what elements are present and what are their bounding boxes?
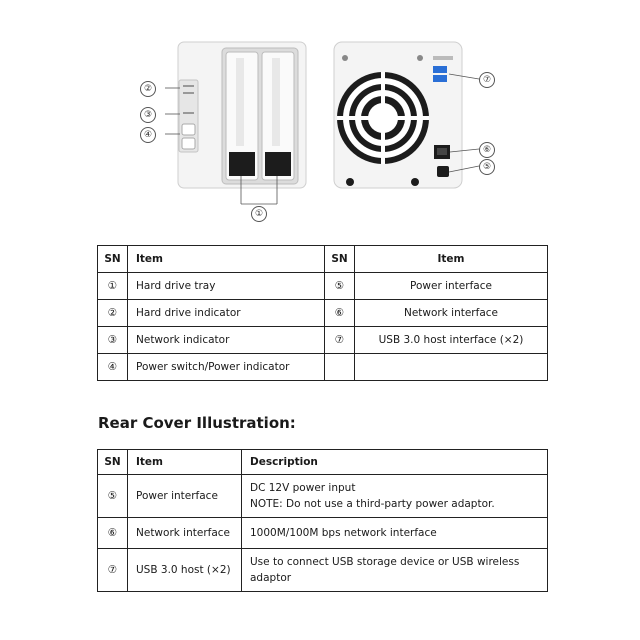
power-port [437,166,449,177]
header-item: Item [355,246,548,273]
callout-4: ④ [140,127,156,143]
section-title: Rear Cover Illustration: [98,414,296,432]
item-cell: Power interface [128,475,242,518]
table-row [98,549,548,592]
item-cell: Hard drive indicator [128,300,325,327]
usb-port-1 [433,66,447,73]
table-row [98,273,548,300]
description-note: NOTE: Do not use a third-party power adaptor. [250,498,495,510]
product-figure [0,0,640,235]
header-sn: SN [98,246,128,273]
item-cell: Network indicator [128,327,325,354]
sn-cell: ④ [98,354,128,381]
item-cell: Power switch/Power indicator [128,354,325,381]
sn-cell: ⑦ [98,549,128,592]
description-cell [242,549,548,592]
item-cell: Network interface [128,518,242,549]
table-row [98,327,548,354]
callout-6: ⑥ [479,142,495,158]
power-switch [182,124,195,135]
header-item: Item [128,246,325,273]
table-row [98,300,548,327]
table-header-row [98,246,548,273]
header-sn: SN [325,246,355,273]
sn-cell: ① [98,273,128,300]
nas-illustration [0,0,640,235]
callout-7: ⑦ [479,72,495,88]
rear-cover-table [97,449,548,592]
tray-handle-left [229,152,255,176]
item-cell [355,354,548,381]
callout-1: ① [251,206,267,222]
description-cell [242,475,548,518]
header-sn: SN [98,450,128,475]
sn-cell: ⑤ [325,273,355,300]
header-description: Description [242,450,548,475]
tray-handle-right [265,152,291,176]
description-cell: 1000M/100M bps network interface [242,518,548,549]
sn-cell: ③ [98,327,128,354]
table-header-row [98,450,548,475]
callout-2: ② [140,81,156,97]
sn-cell: ⑥ [325,300,355,327]
sn-cell: ⑦ [325,327,355,354]
item-cell: Network interface [355,300,548,327]
description-line: Use to connect USB storage device or USB wireless [250,556,520,568]
callout-3: ③ [140,107,156,123]
front-view [165,42,306,204]
table-row [98,354,548,381]
item-cell: USB 3.0 host (×2) [128,549,242,592]
description-line: adaptor [250,572,292,584]
usb-port-2 [433,75,447,82]
callout-5: ⑤ [479,159,495,175]
sn-cell: ⑤ [98,475,128,518]
description-line: DC 12V power input [250,482,356,494]
sn-cell: ⑥ [98,518,128,549]
sn-cell: ② [98,300,128,327]
component-table [97,245,548,381]
sn-cell [325,354,355,381]
table-row [98,475,548,518]
rear-view [334,42,479,188]
table-row [98,518,548,549]
item-cell: Hard drive tray [128,273,325,300]
item-cell: Power interface [355,273,548,300]
header-item: Item [128,450,242,475]
item-cell: USB 3.0 host interface (×2) [355,327,548,354]
